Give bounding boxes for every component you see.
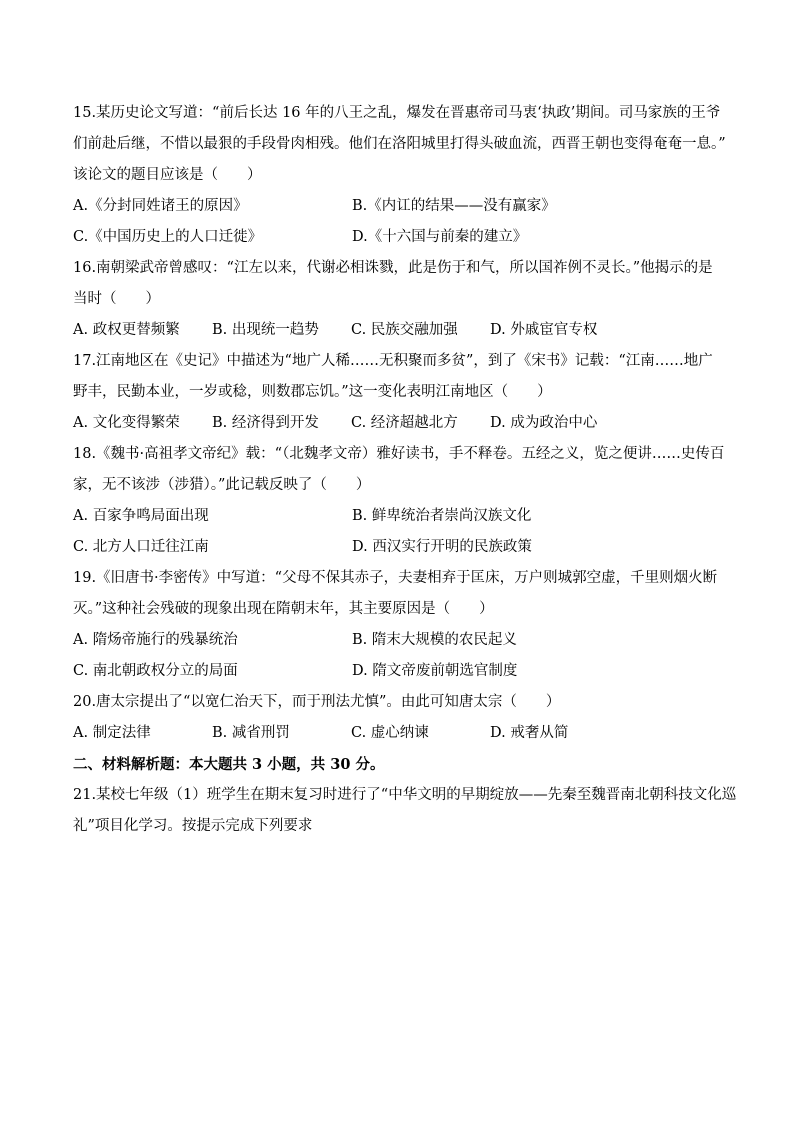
question-21 (73, 780, 737, 842)
question-stem-line: 19.《旧唐书·李密传》中写道：“父母不保其赤子，夫妻相弃于匡床，万户则城郭空虚，千里则烟火断 (73, 570, 718, 586)
option-c: C. 经济超越北方 (351, 415, 458, 431)
question-stem-line: 野丰，民勤本业，一岁或稔，则数郡忘饥。”这一变化表明江南地区（ ） (73, 384, 552, 400)
option-c: C. 民族交融加强 (351, 322, 458, 338)
options-row (73, 501, 728, 532)
option-a: A. 制定法律 (73, 725, 151, 741)
option-d: D. 戒奢从简 (490, 725, 569, 741)
question-20 (73, 687, 728, 749)
option-c: C. 南北朝政权分立的局面 (73, 663, 238, 679)
option-c: C.《中国历史上的人口迁徙》 (73, 229, 263, 245)
question-stem-line: 家，无不该涉（涉猎）。”此记载反映了（ ） (73, 477, 371, 493)
option-d: D. 成为政治中心 (490, 415, 598, 431)
option-a: A.《分封同姓诸王的原因》 (73, 198, 248, 214)
question-18 (73, 439, 728, 563)
question-19 (73, 563, 728, 687)
question-stem-line: 灭。”这种社会残破的现象出现在隋朝末年，其主要原因是（ ） (73, 601, 494, 617)
options-row (73, 222, 728, 253)
exam-page (73, 98, 737, 842)
option-b: B. 鲜卑统治者崇尚汉族文化 (352, 508, 532, 524)
question-16 (73, 253, 728, 346)
question-stem-line: 该论文的题目应该是（ ） (73, 167, 262, 183)
question-stem-line: 17.江南地区在《史记》中描述为“地广人稀……无积聚而多贫”，到了《宋书》记载：“江南……地广 (73, 353, 713, 369)
option-b: B.《内讧的结果——没有赢家》 (352, 198, 556, 214)
section-heading: 二、材料解析题：本大题共 3 小题，共 30 分。 (73, 756, 385, 773)
option-a: A. 政权更替频繁 (73, 322, 180, 338)
option-d: D. 外戚宦官专权 (490, 322, 598, 338)
option-b: B. 出现统一趋势 (212, 322, 319, 338)
option-a: A. 文化变得繁荣 (73, 415, 180, 431)
question-stem-line: 们前赴后继，不惜以最狠的手段骨肉相残。他们在洛阳城里打得头破血流，西晋王朝也变得奄奄一息。” (73, 136, 726, 152)
question-stem-line: 20.唐太宗提出了“以宽仁治天下，而于刑法尤慎”。由此可知唐太宗（ ） (73, 694, 561, 710)
options-row (73, 315, 728, 346)
option-a: A. 隋炀帝施行的残暴统治 (73, 632, 238, 648)
question-stem-line: 15.某历史论文写道：“前后长达 16 年的八王之乱，爆发在晋惠帝司马衷‘执政’期间。司马家族的王爷 (73, 105, 721, 121)
options-row (73, 408, 728, 439)
option-d: D. 西汉实行开明的民族政策 (352, 539, 532, 555)
option-b: B. 减省刑罚 (212, 725, 290, 741)
options-row (73, 718, 728, 749)
options-row (73, 191, 728, 222)
option-c: C. 北方人口迁往江南 (73, 539, 209, 555)
question-stem-line: 21.某校七年级（1）班学生在期末复习时进行了“中华文明的早期绽放——先秦至魏晋南北朝科技文化巡 (73, 787, 737, 803)
option-a: A. 百家争鸣局面出现 (73, 508, 209, 524)
options-row (73, 656, 728, 687)
option-d: D. 隋文帝废前朝选官制度 (352, 663, 518, 679)
options-row (73, 532, 728, 563)
question-stem-line: 礼”项目化学习。按提示完成下列要求 (73, 818, 313, 834)
question-stem-line: 18.《魏书·高祖孝文帝纪》载：“（北魏孝文帝）雅好读书，手不释卷。五经之义，览之便讲……史传百 (73, 446, 725, 462)
options-row (73, 625, 728, 656)
option-d: D.《十六国与前秦的建立》 (352, 229, 528, 245)
option-b: B. 隋末大规模的农民起义 (352, 632, 517, 648)
question-17 (73, 346, 728, 439)
question-stem-line: 当时（ ） (73, 291, 160, 307)
question-15 (73, 98, 728, 253)
question-stem-line: 16.南朝梁武帝曾感叹：“江左以来，代谢必相诛戮，此是伤于和气，所以国祚例不灵长。”他揭示的是 (73, 260, 713, 276)
option-b: B. 经济得到开发 (212, 415, 319, 431)
option-c: C. 虚心纳谏 (351, 725, 429, 741)
